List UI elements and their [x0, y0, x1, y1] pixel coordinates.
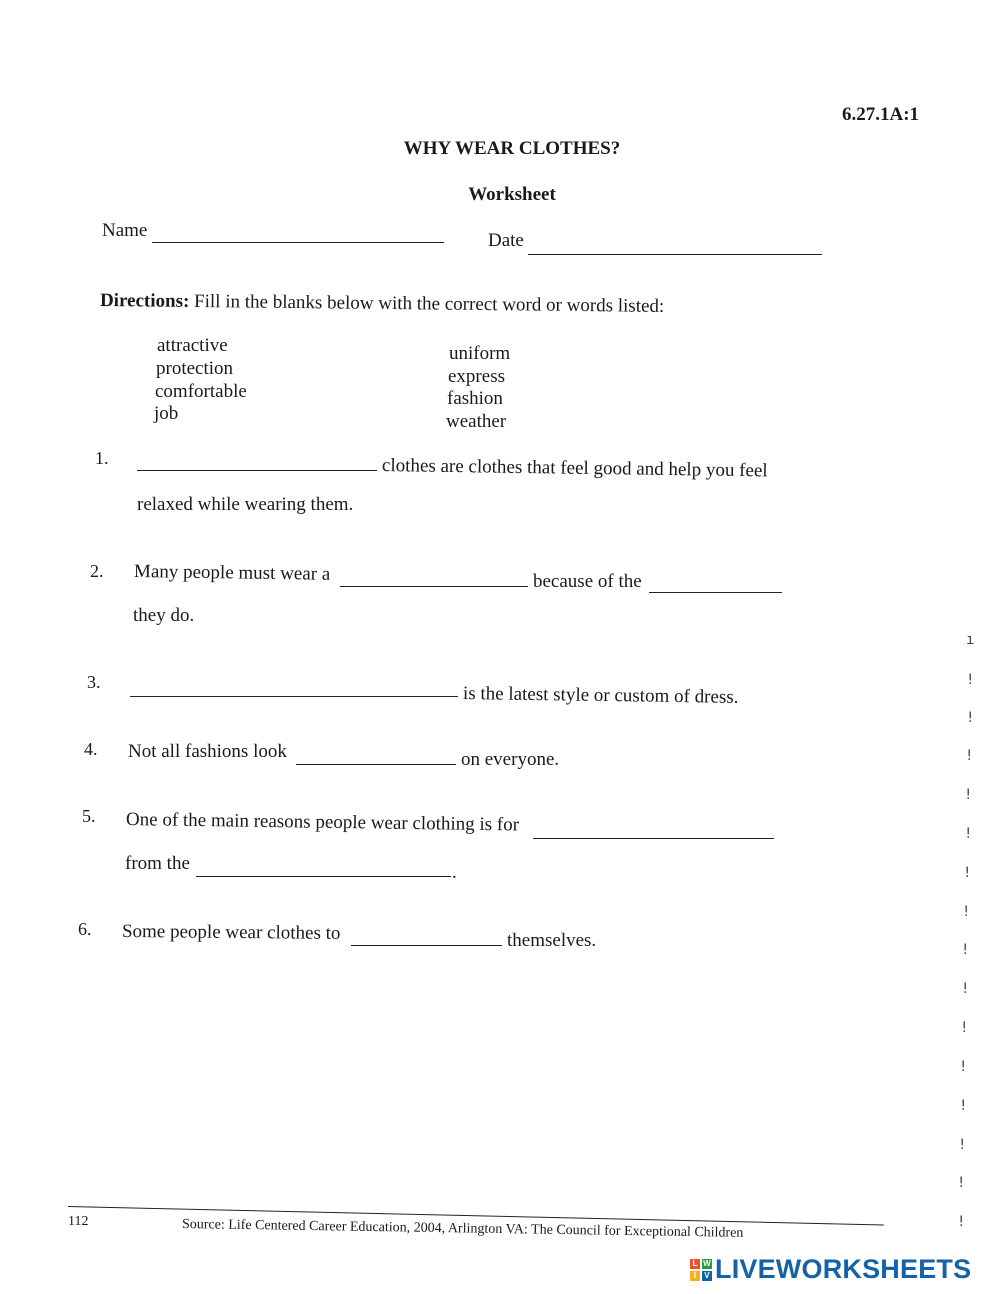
edge-mark: !	[963, 865, 972, 881]
edge-mark: !	[961, 942, 970, 958]
question-number: 5.	[82, 806, 96, 826]
q5-text: One of the main reasons people wear clothing is for	[125, 809, 520, 836]
q3-text: is the latest style or custom of dress.	[462, 683, 739, 708]
edge-mark: !	[962, 904, 971, 920]
edge-mark: !	[957, 1214, 966, 1230]
directions	[100, 290, 664, 318]
source-citation: Source: Life Centered Career Education, 2004, Arlington VA: The Council for Exceptional Children	[181, 1217, 744, 1241]
page-number: 112	[68, 1214, 89, 1229]
word-bank-item: uniform	[449, 343, 511, 364]
page-subtitle: Worksheet	[468, 184, 556, 205]
liveworksheets-logo	[690, 1254, 971, 1285]
logo-tile: L	[690, 1259, 700, 1269]
name-field[interactable]	[152, 242, 444, 243]
word-bank-item: protection	[156, 358, 234, 379]
brand-logo-icon	[690, 1259, 712, 1281]
word-bank-item: job	[154, 403, 179, 424]
logo-tile: I	[690, 1271, 700, 1281]
word-bank-item: fashion	[447, 388, 503, 409]
q6-text-after: themselves.	[507, 930, 597, 951]
q2-text-line2: they do.	[133, 605, 195, 626]
q1-blank[interactable]	[137, 470, 377, 471]
q6-blank[interactable]	[351, 945, 502, 946]
date-label: Date	[488, 230, 524, 251]
q1-text-line2: relaxed while wearing them.	[137, 494, 354, 515]
page-title: WHY WEAR CLOTHES?	[403, 138, 621, 159]
directions-text: Fill in the blanks below with the correct word or words listed:	[189, 290, 665, 317]
question-number: 1.	[95, 448, 109, 468]
q2-blank-2[interactable]	[649, 592, 782, 593]
brand-name: LIVEWORKSHEETS	[715, 1254, 972, 1284]
edge-mark: !	[966, 710, 975, 726]
date-field[interactable]	[528, 254, 822, 255]
question-number: 6.	[78, 919, 92, 939]
q5-blank-1[interactable]	[533, 838, 774, 839]
word-bank-item: attractive	[157, 335, 228, 356]
name-label: Name	[102, 220, 148, 241]
q1-text: clothes are clothes that feel good and help you feel	[381, 455, 768, 482]
q5-blank-2[interactable]	[196, 876, 451, 877]
question-number: 2.	[90, 561, 104, 581]
edge-mark: !	[958, 1137, 967, 1153]
edge-mark: ı	[966, 632, 975, 648]
word-bank-item: comfortable	[155, 381, 247, 402]
question-number: 3.	[87, 672, 101, 692]
edge-mark: !	[961, 981, 970, 997]
edge-mark: !	[966, 672, 975, 688]
directions-label: Directions:	[99, 290, 190, 312]
q6-text: Some people wear clothes to	[121, 921, 341, 944]
question-number: 4.	[84, 739, 98, 759]
word-bank-item: express	[448, 366, 505, 387]
q5-period: .	[452, 862, 457, 883]
q2-text-mid: because of the	[533, 571, 642, 592]
word-bank-item: weather	[446, 411, 507, 432]
q4-blank[interactable]	[296, 764, 456, 765]
edge-mark: !	[957, 1175, 966, 1191]
q4-text: Not all fashions look	[128, 741, 287, 762]
edge-mark: !	[964, 826, 973, 842]
q3-blank[interactable]	[130, 696, 458, 697]
edge-mark: !	[959, 1059, 968, 1075]
q2-blank-1[interactable]	[340, 586, 528, 587]
q4-text-after: on everyone.	[461, 749, 560, 770]
edge-mark: !	[960, 1020, 969, 1036]
q5-text-line2: from the	[125, 853, 190, 874]
edge-mark: !	[964, 787, 973, 803]
worksheet-code: 6.27.1A:1	[842, 104, 920, 125]
logo-tile: W	[703, 1258, 711, 1268]
edge-mark: !	[965, 748, 974, 764]
edge-mark: !	[959, 1098, 968, 1114]
logo-tile: V	[702, 1271, 712, 1281]
q2-text: Many people must wear a	[133, 561, 331, 585]
